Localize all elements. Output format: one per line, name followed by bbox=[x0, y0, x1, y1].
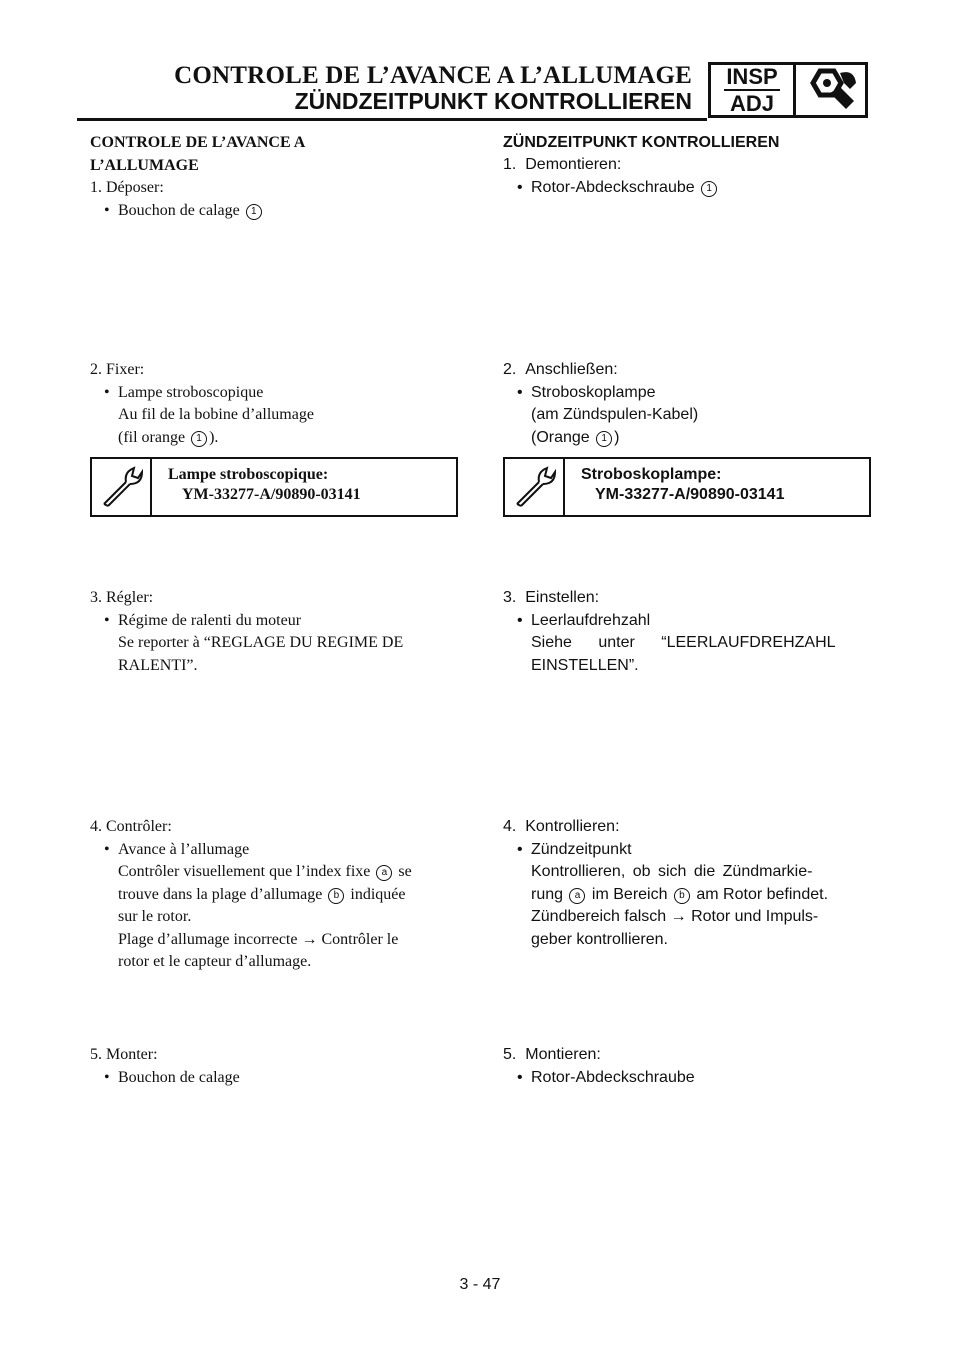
tool-part-number: YM-33277-A/90890-03141 bbox=[595, 486, 785, 503]
callout-b: b bbox=[674, 888, 690, 904]
right-step-4: 4. Kontrollieren: • Zündzeitpunkt Kontrollieren, ob sich die Zündmarkie- rung a im Bereich b am Rotor befindet. Zündbereich falsch → Rotor und Impuls- geber kontrollieren. bbox=[503, 818, 829, 948]
badge-insp: INSP bbox=[726, 63, 778, 89]
callout-a: a bbox=[376, 865, 392, 881]
header-rule bbox=[77, 118, 707, 121]
callout-a: a bbox=[569, 888, 585, 904]
header-title-de: ZÜNDZEITPUNKT KONTROLLIEREN bbox=[294, 88, 692, 114]
callout-1: 1 bbox=[596, 431, 612, 447]
right-section-title: ZÜNDZEITPUNKT KONTROLLIEREN bbox=[503, 134, 780, 151]
left-section-title: CONTROLE DE L’AVANCE A L’ALLUMAGE bbox=[90, 134, 306, 174]
left-step-5: 5. Monter: • Bouchon de calage bbox=[90, 1046, 240, 1086]
left-step-4: 4. Contrôler: • Avance à l’allumage Contrôler visuellement que l’index fixe a se trouve dans la plage d’allumage b indiquée sur le rotor. Plage d’allumage incorrecte → Contrôler le rotor et le capteur d’allumage. bbox=[90, 818, 412, 970]
special-tool-icon bbox=[92, 459, 152, 515]
wrench-nut-icon bbox=[796, 65, 865, 115]
badge-adj: ADJ bbox=[729, 90, 774, 116]
callout-1: 1 bbox=[191, 431, 207, 447]
left-step-2: 2. Fixer: • Lampe stroboscopique Au fil de la bobine d’allumage (fil orange 1 ). bbox=[90, 361, 314, 446]
badge-text bbox=[711, 65, 796, 115]
right-step-5: 5. Montieren: • Rotor-Abdeckschraube bbox=[503, 1046, 695, 1086]
insp-adj-badge bbox=[708, 62, 868, 118]
left-step-3: 3. Régler: • Régime de ralenti du moteur Se reporter à “REGLAGE DU REGIME DE RALENTI”. bbox=[90, 589, 404, 674]
callout-1: 1 bbox=[701, 181, 717, 197]
left-step-1: 1. Déposer: • Bouchon de calage 1 bbox=[90, 177, 460, 222]
special-tool-icon bbox=[505, 459, 565, 515]
right-step-2: 2. Anschließen: • Stroboskoplampe (am Zündspulen-Kabel) (Orange 1 ) bbox=[503, 361, 699, 446]
tool-part-number: YM-33277-A/90890-03141 bbox=[182, 486, 361, 503]
right-step-1: 1. Demontieren: • Rotor-Abdeckschraube 1 bbox=[503, 154, 873, 199]
left-tool-box bbox=[90, 457, 458, 517]
tool-name: Stroboskoplampe: bbox=[581, 466, 722, 483]
callout-b: b bbox=[328, 888, 344, 904]
right-tool-box bbox=[503, 457, 871, 517]
right-step-3: 3. Einstellen: • Leerlaufdrehzahl Siehe unter “LEERLAUFDREHZAHL EINSTELLEN”. bbox=[503, 589, 836, 674]
callout-1: 1 bbox=[246, 204, 262, 220]
tool-name: Lampe stroboscopique: bbox=[168, 466, 329, 483]
page-number: 3 - 47 bbox=[459, 1276, 501, 1293]
header-title-fr: CONTROLE DE L’AVANCE A L’ALLUMAGE bbox=[174, 62, 692, 89]
